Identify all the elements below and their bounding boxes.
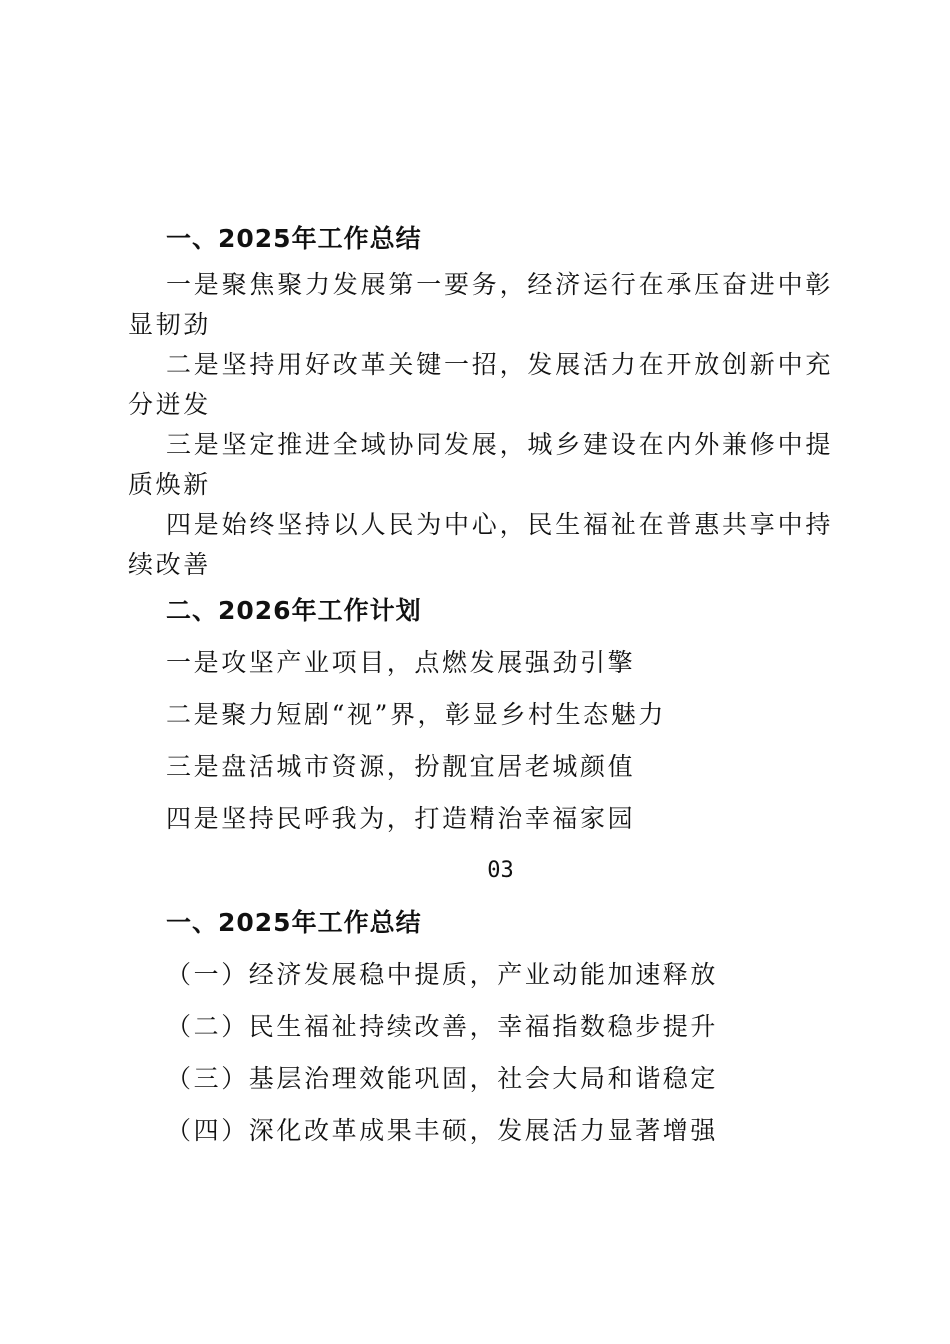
plan-item-3: 三是盘活城市资源，扮靓宜居老城颜值 <box>166 752 636 781</box>
summary2-item-3: （三）基层治理效能巩固，社会大局和谐稳定 <box>166 1064 719 1093</box>
section-heading-2026-plan: 二、2026年工作计划 <box>166 596 422 625</box>
document-body <box>128 213 833 1157</box>
summary2-item-4: （四）深化改革成果丰硕，发展活力显著增强 <box>166 1116 719 1145</box>
plan-item-1: 一是攻坚产业项目，点燃发展强劲引擎 <box>166 648 636 677</box>
section-number: 03 <box>487 858 514 883</box>
summary-item-2: 二是坚持用好改革关键一招，发展活力在开放创新中充分迸发 <box>128 350 833 419</box>
summary-item-4: 四是始终坚持以人民为中心，民生福祉在普惠共享中持续改善 <box>128 510 833 579</box>
plan-item-4: 四是坚持民呼我为，打造精治幸福家园 <box>166 804 636 833</box>
plan-item-2: 二是聚力短剧“视”界，彰显乡村生态魅力 <box>166 700 666 729</box>
summary-item-3: 三是坚定推进全域协同发展，城乡建设在内外兼修中提质焕新 <box>128 430 833 499</box>
summary2-item-1: （一）经济发展稳中提质，产业动能加速释放 <box>166 960 719 989</box>
summary2-item-2: （二）民生福祉持续改善，幸福指数稳步提升 <box>166 1012 719 1041</box>
section-heading-2025-summary: 一、2025年工作总结 <box>166 224 422 253</box>
summary-item-1: 一是聚焦聚力发展第一要务，经济运行在承压奋进中彰显韧劲 <box>128 270 833 339</box>
section-heading-2025-summary-2: 一、2025年工作总结 <box>166 908 422 937</box>
